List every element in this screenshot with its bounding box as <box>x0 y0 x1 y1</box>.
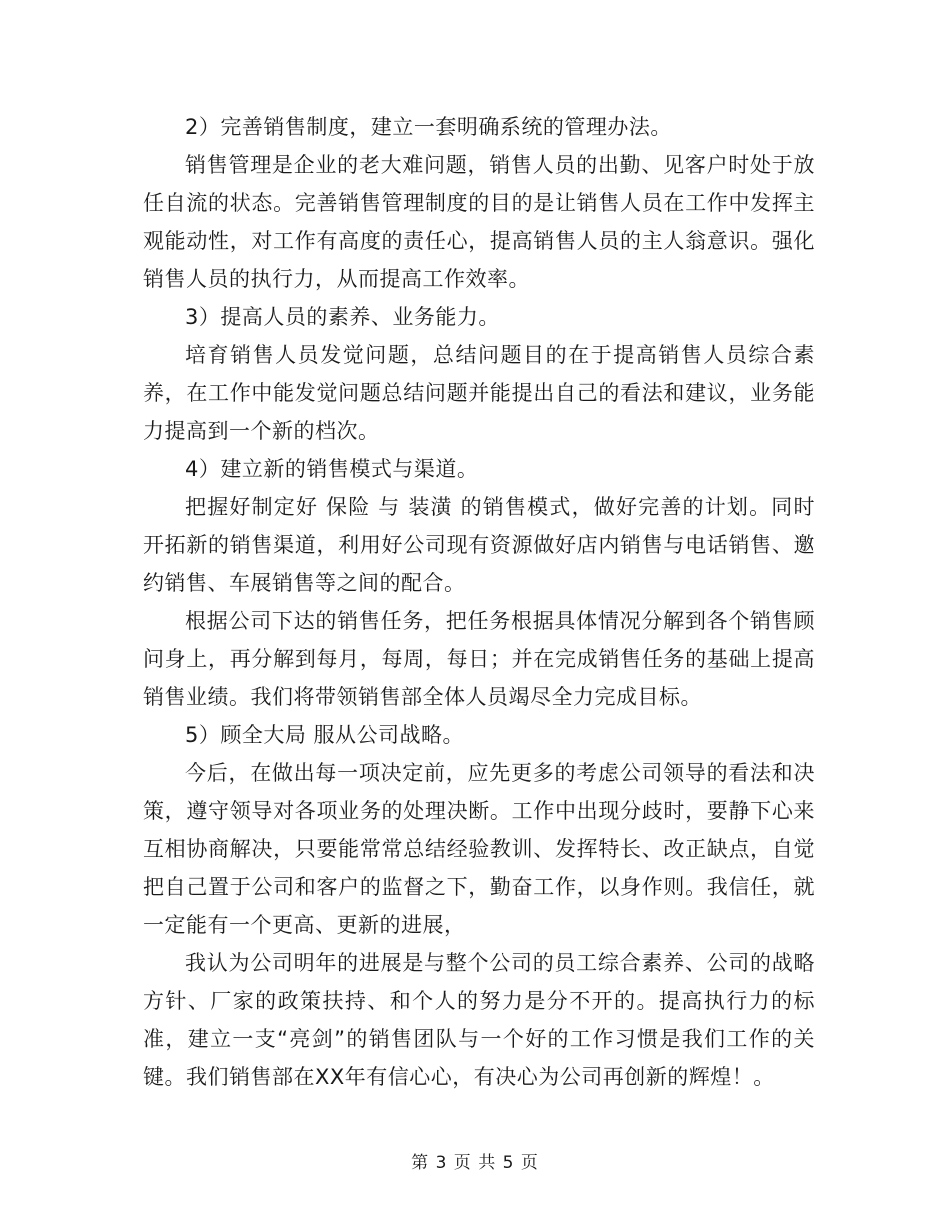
heading-item-3: 3）提高人员的素养、业务能力。 <box>185 305 500 329</box>
document-body <box>143 108 815 1096</box>
heading-item-5: 5）顾全大局 服从公司战略。 <box>185 723 465 747</box>
paragraph-sales-tasks: 根据公司下达的销售任务，把任务根据具体情况分解到各个销售顾问身上，再分解到每月，每周，每日；并在完成销售任务的基础上提高销售业绩。我们将带领销售部全体人员竭尽全力完成目标。 <box>143 609 815 709</box>
page-number-footer: 第 3 页 共 5 页 <box>411 1153 539 1173</box>
heading-item-2: 2）完善销售制度，建立一套明确系统的管理办法。 <box>185 115 672 139</box>
heading-item-4: 4）建立新的销售模式与渠道。 <box>185 457 479 481</box>
paragraph-conclusion: 我认为公司明年的进展是与整个公司的员工综合素养、公司的战略方针、厂家的政策扶持、和个人的努力是分不开的。提高执行力的标准，建立一支“亮剑”的销售团队与一个好的工作习惯是我们工作的关键。我们销售部在XX年有信心心，有决心为公司再创新的辉煌！。 <box>143 951 815 1089</box>
paragraph-future-decisions: 今后，在做出每一项决定前，应先更多的考虑公司领导的看法和决策，遵守领导对各项业务的处理决断。工作中出现分歧时，要静下心来互相协商解决，只要能常常总结经验教训、发挥特长、改正缺点，自觉把自己置于公司和客户的监督之下，勤奋工作，以身作则。我信任，就一定能有一个更高、更新的进展， <box>143 761 815 937</box>
paragraph-sales-model: 把握好制定好 保险 与 装潢 的销售模式，做好完善的计划。同时开拓新的销售渠道，利用好公司现有资源做好店内销售与电话销售、邀约销售、车展销售等之间的配合。 <box>143 495 815 595</box>
paragraph-staff-training: 培育销售人员发觉问题，总结问题目的在于提高销售人员综合素养，在工作中能发觉问题总结问题并能提出自己的看法和建议，业务能力提高到一个新的档次。 <box>143 343 815 443</box>
paragraph-sales-management: 销售管理是企业的老大难问题，销售人员的出勤、见客户时处于放任自流的状态。完善销售管理制度的目的是让销售人员在工作中发挥主观能动性，对工作有高度的责任心，提高销售人员的主人翁意识。强化销售人员的执行力，从而提高工作效率。 <box>143 153 815 291</box>
